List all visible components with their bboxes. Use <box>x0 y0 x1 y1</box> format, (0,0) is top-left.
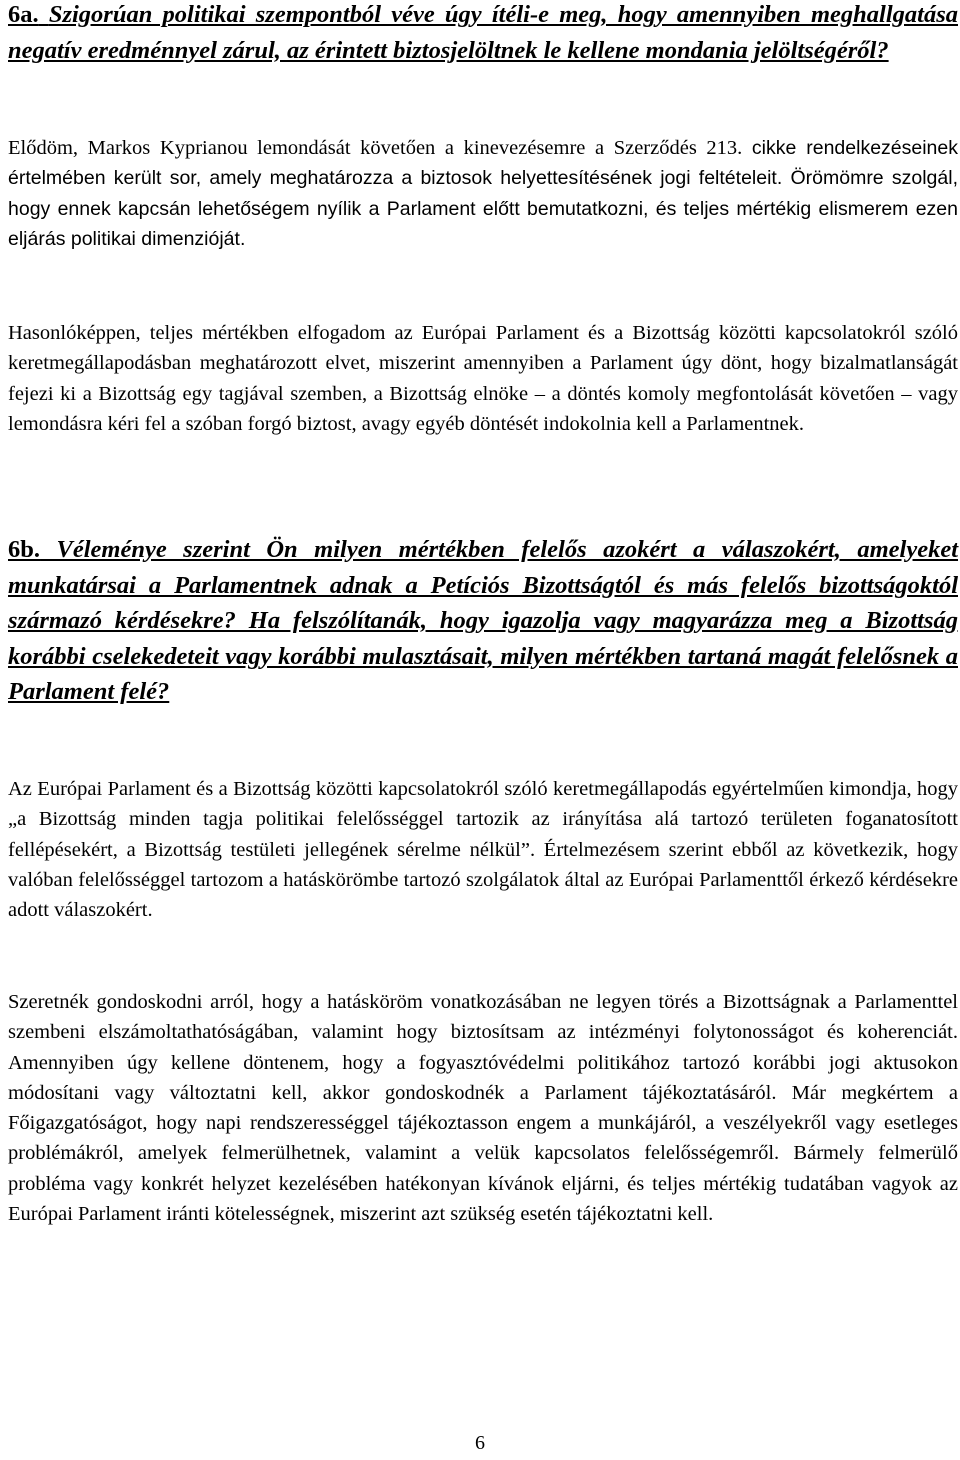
page-number: 6 <box>475 1432 485 1454</box>
question-6b <box>8 532 958 710</box>
answer-6a-paragraph-1 <box>8 133 958 254</box>
answer-6a-paragraph-1-serif: Elődöm, Markos Kyprianou lemondását követően a kinevezésemre a Szerződés 213. <box>8 137 743 159</box>
answer-6a-paragraph-2: Hasonlóképpen, teljes mértékben elfogadom az Európai Parlament és a Bizottság közötti kapcsolatokról szóló keretmegállapodásban meghatározott elvet, miszerint amennyiben a Parlament úgy dönt, hogy bizalmatlanságát fejezi ki a Bizottság egy tagjával szemben, a Bizottság elnöke – a döntés komoly megfontolását követően – vagy lemondásra kéri fel a szóban forgó biztost, avagy egyéb döntését indokolnia kell a Parlamentnek. <box>8 322 958 435</box>
answer-6b-paragraph-1: Az Európai Parlament és a Bizottság közötti kapcsolatokról szóló keretmegállapodás egyértelműen kimondja, hogy „a Bizottság minden tagja politikai felelősséggel tartozik az irányítása alá tartozó területen foganatosított fellépésekért, a Bizottság testületi jellegének sérelme nélkül”. Értelmezésem szerint ebből az következik, hogy valóban felelősséggel tartozom a hatáskörömbe tartozó szolgálatok által az Európai Parlamenttől érkező kérdésekre adott válaszokért. <box>8 778 958 922</box>
question-6b-number: 6b. <box>8 536 41 563</box>
question-6a <box>8 0 958 68</box>
question-6b-text: Véleménye szerint Ön milyen mértékben felelős azokért a válaszokért, amelyeket munkatársai a Parlamentnek adnak a Petíciós Bizottságtól és más felelős bizottságoktól származó kérdésekre? Ha felszólítanák, hogy igazolja vagy magyarázza meg a Bizottság korábbi cselekedeteit vagy korábbi mulasztásait, milyen mértékben tartaná magát felelősnek a Parlament felé? <box>8 536 959 706</box>
answer-6b-paragraph-2: Szeretnék gondoskodni arról, hogy a hatásköröm vonatkozásában ne legyen törés a Bizottságnak a Parlamenttel szembeni elszámoltathatóságában, valamint hogy biztosítsam az intézményi folytonosságot és koherenciát. Amennyiben úgy kellene döntenem, hogy a fogyasztóvédelmi politikához tartozó korábbi jogi aktusokon módosítani vagy változtatni kell, akkor gondoskodnék a Parlament tájékoztatásáról. Már megkértem a Főigazgatóságot, hogy napi rendszerességgel tájékoztasson engem a munkájáról, a veszélyekről vagy esetleges problémákról, amelyek felmerülhetnek, valamint a velük kapcsolatos felelősségemről. Bármely felmerülő probléma vagy konkrét helyzet kezelésében hatékonyan kívánok eljárni, és teljes mértékig tudatában vagyok az Európai Parlament iránti kötelességnek, miszerint azt szükség esetén tájékoztatni kell. <box>8 991 958 1226</box>
answer-6a-paragraph-1-sans: cikke rendelkezéseinek értelmében került sor, amely meghatározza a biztosok helyettesítésének jogi feltételeit. Örömömre szolgál, hogy ennek kapcsán lehetőségem nyílik a Parlament előtt bemutatkozni, és teljes mértékig elismerem ezen eljárás politikai dimenzióját. <box>8 137 958 250</box>
question-6a-number: 6a. <box>8 1 39 28</box>
question-6a-text: Szigorúan politikai szempontból véve úgy ítéli-e meg, hogy amennyiben meghallgatása negatív eredménnyel zárul, az érintett biztosjelöltnek le kellene mondania jelöltségéről? <box>8 1 958 64</box>
